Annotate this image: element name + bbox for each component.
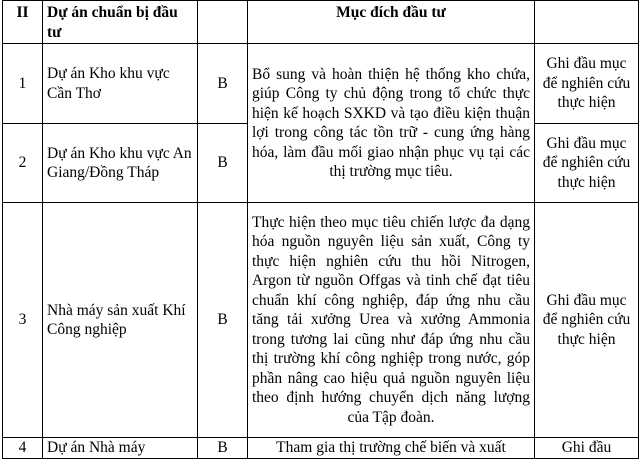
- project-name: Dự án Kho khu vực Cần Thơ: [43, 44, 198, 124]
- investment-projects-table: [2, 0, 639, 459]
- project-note: Ghi đầu: [535, 438, 639, 459]
- purpose-column-header: Mục đích đầu tư: [248, 1, 535, 44]
- project-purpose-merged: Bổ sung và hoàn thiện hệ thống kho chứa, giúp Công ty chủ động trong tổ chức thực hiện kế hoạch SXKD và tạo điều kiện thuận lợi trong công tác tồn trữ - cung ứng hàng hóa, làm đầu mối giao nhận phục vụ tại các thị trường mục tiêu.: [248, 44, 535, 203]
- project-purpose: Tham gia thị trường chế biến và xuất: [248, 438, 535, 459]
- project-name: Dự án Kho khu vực An Giang/Đồng Tháp: [43, 124, 198, 203]
- table-row: [3, 44, 639, 124]
- row-number: 2: [3, 124, 43, 203]
- project-note: Ghi đầu mục để nghiên cứu thực hiện: [535, 203, 639, 438]
- row-number: 1: [3, 44, 43, 124]
- group-column-header: [198, 1, 248, 44]
- project-name: Dự án Nhà máy: [43, 438, 198, 459]
- project-group: B: [198, 44, 248, 124]
- note-column-header: [535, 1, 639, 44]
- row-number: 3: [3, 203, 43, 438]
- project-group: B: [198, 203, 248, 438]
- table-row: [3, 438, 639, 459]
- project-purpose: Thực hiện theo mục tiêu chiến lược đa dạng hóa nguồn nguyên liệu sản xuất, Công ty thực hiện nghiên cứu thu hồi Nitrogen, Argon từ nguồn Offgas và tinh chế đạt tiêu chuẩn khí công nghiệp, đáp ứng nhu cầu tăng tải xưởng Urea và xưởng Ammonia trong tương lai cũng như đáp ứng nhu cầu thị trường khí công nghiệp trong nước, góp phần nâng cao hiệu quả nguồn nguyên liệu theo định hướng chuyển dịch năng lượng của Tập đoàn.: [248, 203, 535, 438]
- table-row: [3, 203, 639, 438]
- project-name: Nhà máy sản xuất Khí Công nghiệp: [43, 203, 198, 438]
- project-note: Ghi đầu mục để nghiên cứu thực hiện: [535, 44, 639, 124]
- project-group: B: [198, 438, 248, 459]
- section-number: II: [3, 1, 43, 44]
- row-number: 4: [3, 438, 43, 459]
- project-note: Ghi đầu mục để nghiên cứu thực hiện: [535, 124, 639, 203]
- table-header-row: [3, 1, 639, 44]
- project-column-header: Dự án chuẩn bị đầu tư: [43, 1, 198, 44]
- project-group: B: [198, 124, 248, 203]
